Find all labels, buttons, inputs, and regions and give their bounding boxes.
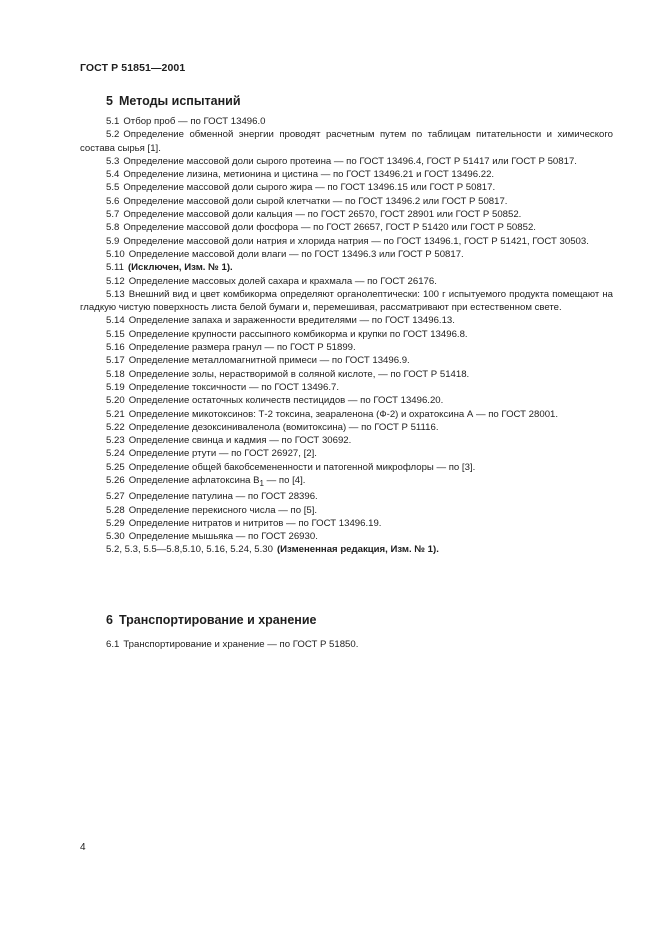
clause-5-2: 5.2 Определение обменной энергии проводят расчетным путем по таблицам питательности и химического состава сырья [1].	[80, 129, 613, 154]
clause-5-5: 5.5 Определение массовой доли сырого жира — по ГОСТ 13496.15 или ГОСТ Р 50817.	[106, 182, 496, 194]
page-number: 4	[80, 842, 86, 853]
clause-5-13: 5.13 Внешний вид и цвет комбикорма определяют органолептически: 100 г испытуемого продукта помещают на гладкую чистую поверхность листа белой бумаги и, перемешивая, рассматривают при естественном свете.	[80, 288, 613, 314]
clause-5-9: 5.9 Определение массовой доли натрия и хлорида натрия — по ГОСТ 13496.1, ГОСТ Р 51421, ГОСТ 30503.	[106, 235, 589, 247]
section-5-number: 5	[106, 94, 113, 108]
clause-5-24: 5.24 Определение ртути — по ГОСТ 26927, [2].	[106, 448, 317, 460]
clause-5-18: 5.18 Определение золы, нерастворимой в соляной кислоте, — по ГОСТ Р 51418.	[106, 368, 470, 380]
clause-5-17: 5.17 Определение металломагнитной примеси — по ГОСТ 13496.9.	[106, 355, 410, 367]
clause-5-25: 5.25 Определение общей бакобсемененности и патогенной микрофлоры — по [3].	[106, 461, 476, 473]
clause-5-29: 5.29 Определение нитратов и нитритов — по ГОСТ 13496.19.	[106, 517, 382, 529]
clause-5-19: 5.19 Определение токсичности — по ГОСТ 13496.7.	[106, 381, 339, 393]
section-5-body	[80, 115, 613, 557]
clause-5-27: 5.27 Определение патулина — по ГОСТ 28396.	[106, 491, 318, 503]
document-code: ГОСТ Р 51851—2001	[80, 62, 186, 74]
clause-5-21: 5.21 Определение микотоксинов: Т-2 токсина, зеараленона (Ф-2) и охратоксина А — по ГОСТ 28001.	[106, 408, 559, 420]
section-6-heading	[106, 613, 316, 627]
clause-5-4: 5.4 Определение лизина, метионина и цистина — по ГОСТ 13496.21 и ГОСТ 13496.22.	[106, 169, 495, 181]
clause-5-1: 5.1 Отбор проб — по ГОСТ 13496.0	[106, 116, 266, 127]
clause-5-15: 5.15 Определение крупности рассыпного комбикорма и крупки по ГОСТ 13496.8.	[106, 328, 468, 340]
clause-5-23: 5.23 Определение свинца и кадмия — по ГОСТ 30692.	[106, 435, 352, 447]
amendment-note: 5.2, 5.3, 5.5—5.8,5.10, 5.16, 5.24, 5.30 (Измененная редакция, Изм. № 1).	[106, 544, 439, 556]
clause-5-20: 5.20 Определение остаточных количеств пестицидов — по ГОСТ 13496.20.	[106, 395, 444, 407]
clause-5-3: 5.3 Определение массовой доли сырого протеина — по ГОСТ 13496.4, ГОСТ Р 51417 или ГОСТ Р 50817.	[106, 155, 577, 167]
section-5-heading	[106, 94, 241, 108]
section-6-body	[80, 638, 613, 651]
section-6-number: 6	[106, 613, 113, 627]
section-5-title: Методы испытаний	[118, 94, 241, 108]
clause-6-1: 6.1 Транспортирование и хранение — по ГОСТ Р 51850.	[106, 639, 359, 650]
clause-5-11: 5.11 (Исключен, Изм. № 1).	[106, 262, 233, 274]
clause-5-8: 5.8 Определение массовой доли фосфора — по ГОСТ 26657, ГОСТ Р 51420 или ГОСТ Р 50852.	[106, 222, 536, 234]
clause-5-14: 5.14 Определение запаха и зараженности вредителями — по ГОСТ 13496.13.	[106, 315, 455, 327]
clause-5-7: 5.7 Определение массовой доли кальция — по ГОСТ 26570, ГОСТ 28901 или ГОСТ Р 50852.	[106, 209, 522, 221]
clause-5-16: 5.16 Определение размера гранул — по ГОСТ Р 51899.	[106, 342, 356, 354]
clause-5-30: 5.30 Определение мышьяка — по ГОСТ 26930.	[106, 531, 318, 543]
clause-5-12: 5.12 Определение массовых долей сахара и крахмала — по ГОСТ 26176.	[106, 275, 437, 287]
clause-5-26: 5.26 Определение афлатоксина $B_1$ — по [4].	[106, 475, 306, 488]
clause-5-10: 5.10 Определение массовой доли влаги — по ГОСТ 13496.3 или ГОСТ Р 50817.	[106, 248, 464, 260]
clause-5-28: 5.28 Определение перекисного числа — по [5].	[106, 504, 318, 516]
clause-5-6: 5.6 Определение массовой доли сырой клетчатки — по ГОСТ 13496.2 или ГОСТ Р 50817.	[106, 195, 508, 207]
clause-5-22: 5.22 Определение дезоксиниваленола (вомитоксина) — по ГОСТ Р 51116.	[106, 421, 439, 433]
section-6-title: Транспортирование и хранение	[118, 613, 317, 627]
